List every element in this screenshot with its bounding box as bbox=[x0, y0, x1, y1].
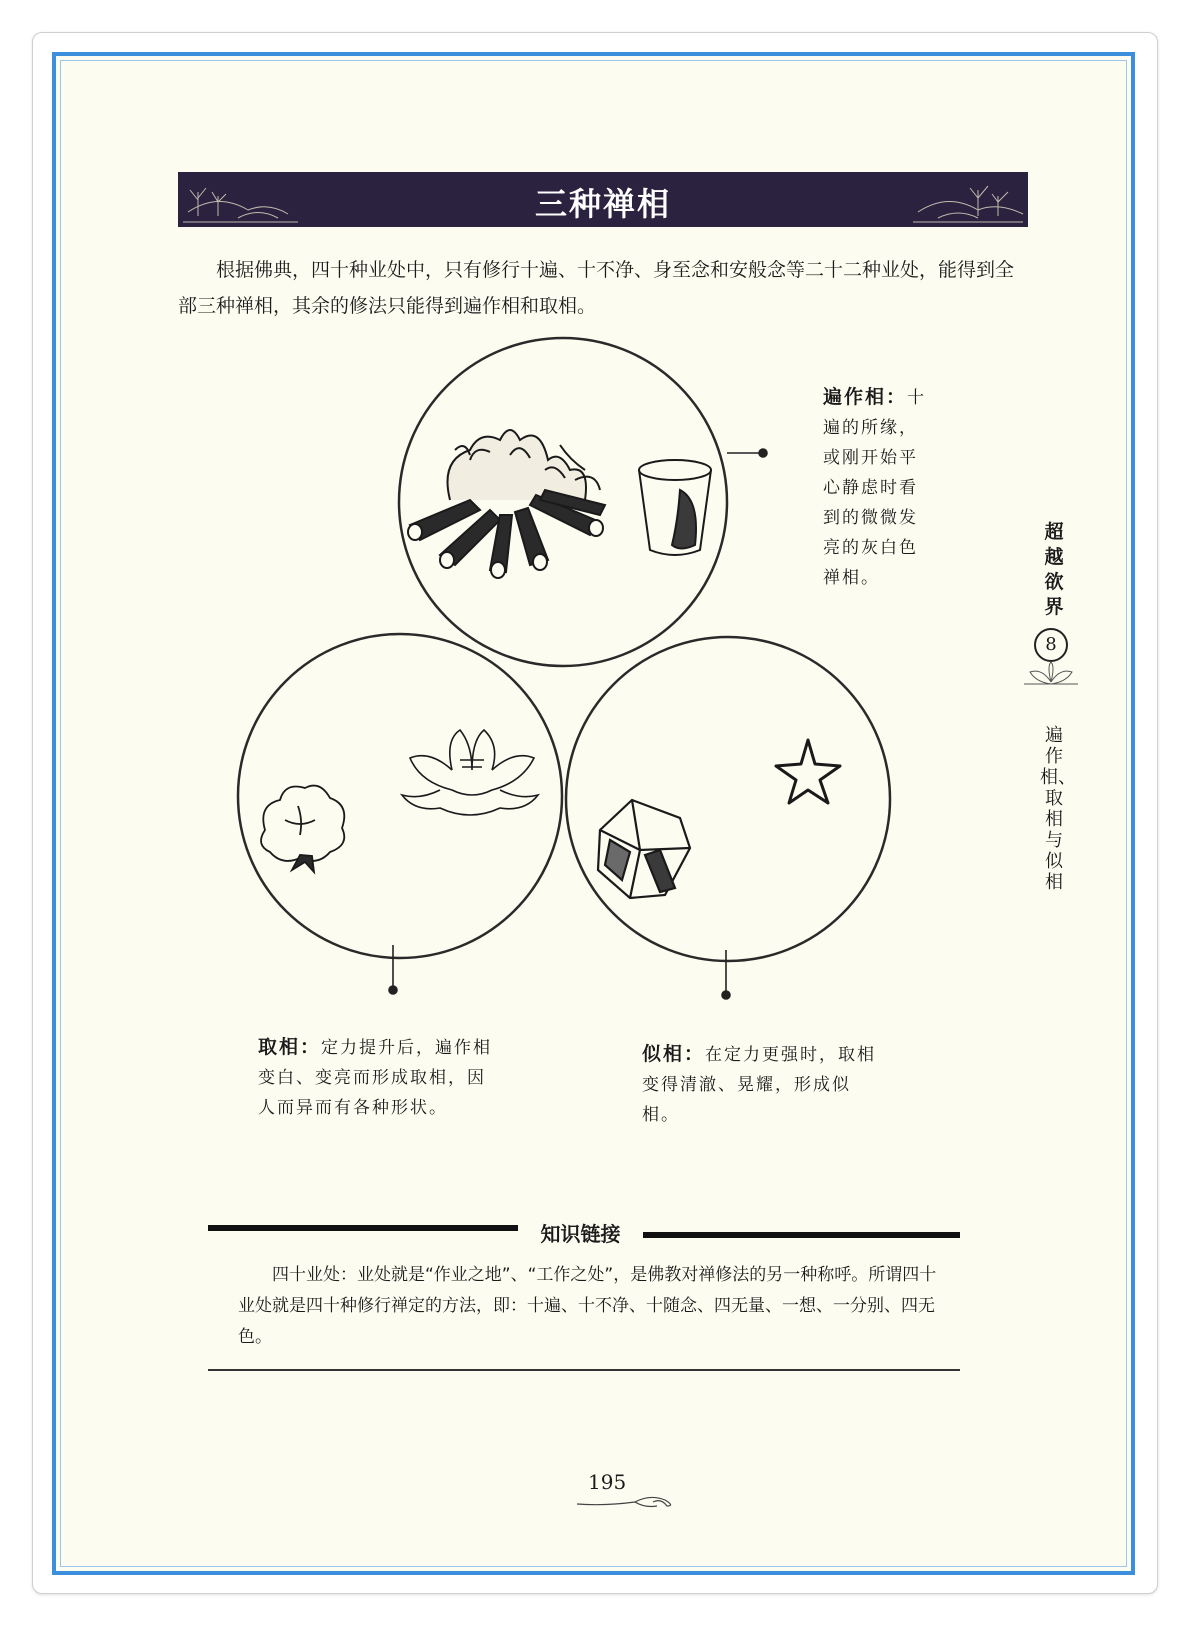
knowledge-text: 四十业处：业处就是“作业之地”、“工作之处”，是佛教对禅修法的另一种称呼。所谓四十业处就是四十种修行禅定的方法，即：十遍、十不净、十随念、四无量、一想、一分别、四无色。 bbox=[238, 1265, 937, 1347]
pianzuo-caption bbox=[823, 382, 928, 593]
page-number: 195 bbox=[588, 1470, 627, 1494]
si-caption bbox=[642, 1039, 882, 1130]
si-text: 在定力更强时，取相变得清澈、晃耀，形成似相。 bbox=[642, 1045, 877, 1125]
knowledge-rule-bottom bbox=[208, 1369, 960, 1371]
qu-label: 取相： bbox=[258, 1036, 322, 1058]
qu-text: 定力提升后，遍作相变白、变亮而形成取相，因人而异而有各种形状。 bbox=[258, 1038, 493, 1118]
qu-circle bbox=[238, 634, 562, 958]
pianzuo-text: 十遍的所缘，或刚开始平心静虑时看到的微微发亮的灰白色禅相。 bbox=[823, 388, 927, 588]
lotus-icon bbox=[402, 730, 538, 815]
knowledge-title: 知识链接 bbox=[518, 1218, 643, 1247]
pianzuo-label: 遍作相： bbox=[823, 386, 908, 408]
sidebar-chapter-title: 超越欲界 bbox=[1044, 521, 1064, 618]
page-title: 三种禅相 bbox=[534, 185, 671, 223]
crystal-icon bbox=[598, 800, 690, 898]
si-circle bbox=[566, 637, 890, 961]
lotus-ornament-icon bbox=[1022, 660, 1080, 688]
campfire-icon bbox=[408, 430, 605, 578]
knowledge-rule-left bbox=[208, 1225, 518, 1231]
cotton-icon bbox=[261, 786, 344, 872]
si-label: 似相： bbox=[642, 1043, 706, 1065]
knowledge-rule-right bbox=[642, 1232, 960, 1238]
intro-paragraph: 根据佛典，四十种业处中，只有修行十遍、十不净、身至念和安般念等二十二种业处，能得到全部三种禅相，其余的修法只能得到遍作相和取相。 bbox=[178, 259, 1015, 317]
cloud-ornament-icon bbox=[575, 1492, 685, 1510]
qu-caption bbox=[258, 1032, 498, 1123]
sidebar-section-title: 遍作相、取相与似相 bbox=[1040, 725, 1076, 893]
star-icon bbox=[776, 740, 840, 803]
cup-icon bbox=[639, 460, 711, 555]
sidebar-chapter-number: 8 bbox=[1034, 628, 1068, 662]
